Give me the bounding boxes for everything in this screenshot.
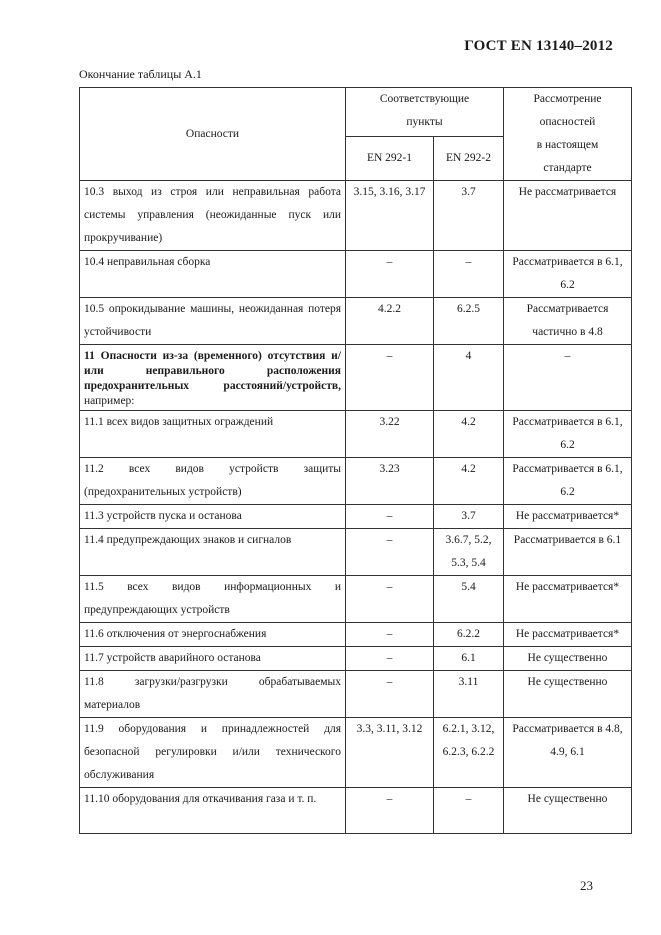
table-row: [80, 411, 632, 458]
hazard-cell: 11.4 предупреждающих знаков и сигналов: [80, 529, 346, 576]
en292-1-cell: –: [346, 647, 434, 671]
hazard-cell: 10.3 выход из строя или неправильная работа системы управления (неожиданные пуск или прокручивание): [80, 181, 346, 251]
hazard-cell: 11.6 отключения от энергоснабжения: [80, 623, 346, 647]
en292-1-cell: –: [346, 345, 434, 411]
table-row: [80, 647, 632, 671]
review-cell: Не рассматривается*: [504, 623, 632, 647]
header-review-line4: стандарте: [543, 162, 592, 174]
en292-1-cell: 4.2.2: [346, 298, 434, 345]
review-cell: Не существенно: [504, 788, 632, 834]
hazard-group-title: 11 Опасности из-за (временного) отсутствия и/или неправильного расположения предохранительных расстояний/устройств,: [84, 350, 341, 392]
en292-1-cell: –: [346, 529, 434, 576]
review-cell: –: [504, 345, 632, 411]
table-row: [80, 623, 632, 647]
hazard-cell: 11.1 всех видов защитных ограждений: [80, 411, 346, 458]
hazard-cell: [80, 345, 346, 411]
header-clauses: [346, 88, 504, 137]
en292-1-cell: –: [346, 788, 434, 834]
review-cell: Рассматривается в 6.1, 6.2: [504, 251, 632, 298]
hazard-cell: 10.5 опрокидывание машины, неожиданная потеря устойчивости: [80, 298, 346, 345]
review-cell: Рассматривается в 6.1: [504, 529, 632, 576]
en292-2-cell: –: [434, 788, 504, 834]
en292-2-cell: 3.11: [434, 671, 504, 718]
en292-2-cell: 6.2.1, 3.12, 6.2.3, 6.2.2: [434, 718, 504, 788]
hazard-cell: 11.3 устройств пуска и останова: [80, 505, 346, 529]
en292-1-cell: –: [346, 505, 434, 529]
en292-1-cell: 3.3, 3.11, 3.12: [346, 718, 434, 788]
table-row: [80, 718, 632, 788]
review-cell: Рассматривается в 6.1, 6.2: [504, 411, 632, 458]
en292-2-cell: –: [434, 251, 504, 298]
en292-2-cell: 3.7: [434, 181, 504, 251]
table-row: [80, 458, 632, 505]
header-review-line3: в настоящем: [536, 139, 599, 151]
header-clauses-line1: Соответствующие: [379, 93, 470, 105]
review-cell: Не рассматривается*: [504, 576, 632, 623]
en292-2-cell: 3.7: [434, 505, 504, 529]
table-caption: Окончание таблицы А.1: [79, 67, 202, 81]
review-cell: Не рассматривается*: [504, 505, 632, 529]
header-en292-2: EN 292-2: [434, 136, 504, 180]
table-row: [80, 788, 632, 834]
en292-1-cell: 3.15, 3.16, 3.17: [346, 181, 434, 251]
review-cell: Рассматривается в 6.1, 6.2: [504, 458, 632, 505]
hazard-cell: 11.8 загрузки/разгрузки обрабатываемых материалов: [80, 671, 346, 718]
review-cell: Рассматривается частично в 4.8: [504, 298, 632, 345]
header-review-line2: опасностей: [539, 116, 596, 128]
table-row: [80, 345, 632, 411]
hazard-cell: 11.10 оборудования для откачивания газа и т. п.: [80, 788, 346, 834]
table-header-row: [80, 88, 632, 137]
header-clauses-line2: пункты: [406, 116, 443, 128]
en292-2-cell: 6.1: [434, 647, 504, 671]
review-cell: Не существенно: [504, 647, 632, 671]
en292-1-cell: –: [346, 251, 434, 298]
table-row: [80, 251, 632, 298]
standard-code: ГОСТ EN 13140–2012: [464, 38, 613, 54]
review-cell: Рассматривается в 4.8, 4.9, 6.1: [504, 718, 632, 788]
en292-2-cell: 4.2: [434, 458, 504, 505]
table-row: [80, 298, 632, 345]
table-row: [80, 576, 632, 623]
header-review-line1: Рассмотрение: [533, 93, 602, 105]
header-review: [504, 88, 632, 181]
en292-1-cell: 3.22: [346, 411, 434, 458]
hazards-table: [79, 87, 632, 834]
header-en292-1: EN 292-1: [346, 136, 434, 180]
review-cell: Не существенно: [504, 671, 632, 718]
en292-2-cell: 4: [434, 345, 504, 411]
en292-2-cell: 6.2.5: [434, 298, 504, 345]
hazard-cell: 11.7 устройств аварийного останова: [80, 647, 346, 671]
hazard-cell: 11.2 всех видов устройств защиты (предохранительных устройств): [80, 458, 346, 505]
en292-1-cell: –: [346, 576, 434, 623]
hazard-group-tail: например:: [84, 395, 135, 407]
en292-2-cell: 3.6.7, 5.2, 5.3, 5.4: [434, 529, 504, 576]
page-number: 23: [580, 878, 593, 893]
hazard-cell: 11.5 всех видов информационных и предупреждающих устройств: [80, 576, 346, 623]
review-cell: Не рассматривается: [504, 181, 632, 251]
hazard-cell: 11.9 оборудования и принадлежностей для безопасной регулировки и/или технического обслуживания: [80, 718, 346, 788]
table-row: [80, 529, 632, 576]
table-row: [80, 671, 632, 718]
en292-2-cell: 6.2.2: [434, 623, 504, 647]
table-row: [80, 505, 632, 529]
header-hazards: Опасности: [80, 88, 346, 181]
hazard-cell: 10.4 неправильная сборка: [80, 251, 346, 298]
en292-2-cell: 4.2: [434, 411, 504, 458]
en292-2-cell: 5.4: [434, 576, 504, 623]
en292-1-cell: –: [346, 623, 434, 647]
en292-1-cell: 3.23: [346, 458, 434, 505]
en292-1-cell: –: [346, 671, 434, 718]
table-row: [80, 181, 632, 251]
